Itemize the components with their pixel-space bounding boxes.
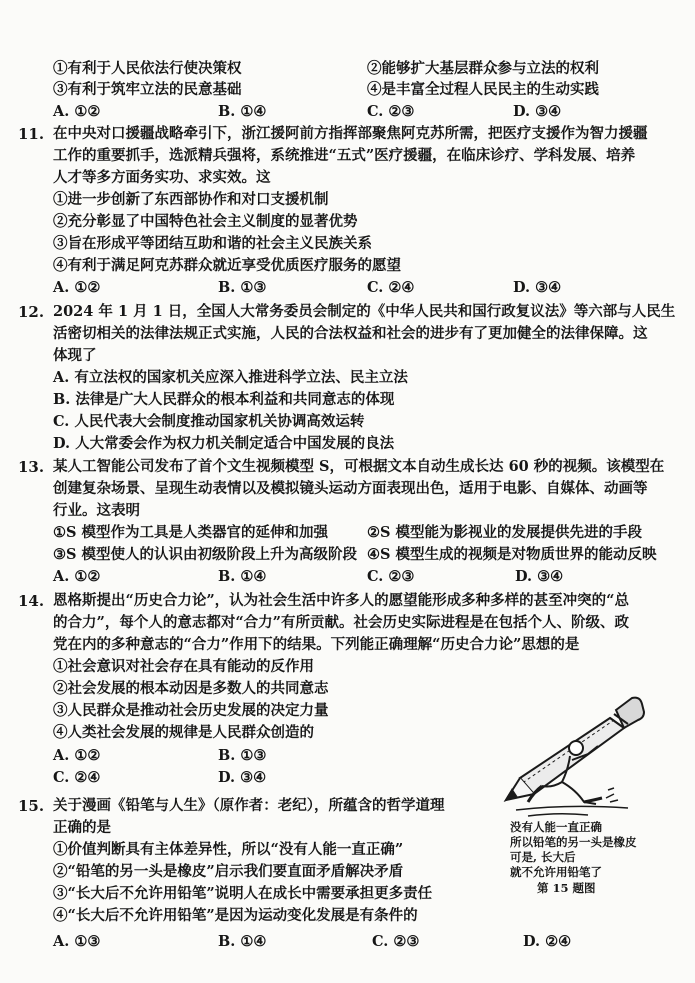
q13-option-2: ②S 模型能为影视业的发展提供先进的手段 [367,524,643,541]
q12-option-a: A. 有立法权的国家机关应深入推进科学立法、民主立法 [53,369,408,386]
q10-choice-d: D. ③④ [513,103,562,120]
q10-option-2: ②能够扩大基层群众参与立法的权利 [367,60,599,77]
q13-stem-line-2: 创建复杂场景、呈现生动表情以及模拟镜头运动方面表现出色，适用于电影、自媒体、动画等 [53,480,648,497]
q11-choice-b: B. ①③ [218,279,267,296]
figure-label: 第 15 题图 [537,881,596,895]
q13-choice-c: C. ②③ [367,568,415,585]
q10-choice-a: A. ①② [53,103,101,120]
q14-stem-line-2: 的合力”，每个人的意志都对“合力”有所贡献。社会历史实际进程是在包括个人、阶级、政 [53,614,630,631]
cartoon-caption-line-3: 可是, 长大后 [510,850,576,864]
q14-option-2: ②社会发展的根本动因是多数人的共同意志 [53,680,329,697]
q15-option-3: ③“长大后不允许用铅笔”说明人在成长中需要承担更多责任 [53,885,433,902]
q13-stem-line-1: 某人工智能公司发布了首个文生视频模型 S，可根据文本自动生成长达 60 秒的视频。该模型在 [53,458,665,475]
q14-choice-d: D. ③④ [218,769,267,786]
q13-choice-b: B. ①④ [218,568,267,585]
q11-option-3: ③旨在形成平等团结互助和谐的社会主义民族关系 [53,235,372,252]
cartoon-caption-line-2: 所以铅笔的另一头是橡皮 [510,835,637,849]
q15-stem-line-2: 正确的是 [53,819,111,836]
ground-shadow [516,806,628,816]
q12-stem-line-1: 2024 年 1 月 1 日，全国人大常务委员会制定的《中华人民共和国行政复议法》等六部与人民生 [53,303,676,320]
q12-number: 12. [18,303,45,321]
q14-choice-a: A. ①② [53,747,101,764]
q15-choice-d: D. ②④ [523,933,572,950]
pencil-cartoon-image [498,690,648,820]
q10-choice-c: C. ②③ [367,103,415,120]
q14-option-4: ④人类社会发展的规律是人民群众创造的 [53,724,314,741]
q12-option-d: D. 人大常委会作为权力机关制定适合中国发展的良法 [53,435,395,452]
q13-option-3: ③S 模型使人的认识由初级阶段上升为高级阶段 [53,546,358,563]
q11-stem-line-1: 在中央对口援疆战略牵引下，浙江援阿前方指挥部聚焦阿克苏所需，把医疗支援作为智力援疆 [53,125,648,142]
q12-option-c: C. 人民代表大会制度推动国家机关协调高效运转 [53,413,365,430]
q10-choice-b: B. ①④ [218,103,267,120]
q15-option-4: ④“长大后不允许用铅笔”是因为运动变化发展是有条件的 [53,907,418,924]
q13-stem-line-3: 行业。这表明 [53,502,140,519]
q14-number: 14. [18,592,45,610]
q14-stem-line-1: 恩格斯提出“历史合力论”，认为社会生活中许多人的愿望能形成多种多样的甚至冲突的“总 [53,592,630,609]
q14-stem-line-3: 党在内的多种意志的“合力”作用下的结果。下列能正确理解“历史合力论”思想的是 [53,636,580,653]
q13-number: 13. [18,458,45,476]
q15-choice-a: A. ①③ [53,933,101,950]
q13-choice-a: A. ①② [53,568,101,585]
q11-option-1: ①进一步创新了东西部协作和对口支援机制 [53,191,329,208]
q13-option-1: ①S 模型作为工具是人类器官的延伸和加强 [53,524,329,541]
q12-option-b: B. 法律是广大人民群众的根本利益和共同意志的体现 [53,391,395,408]
cartoon-caption-line-1: 没有人能一直正确 [510,820,602,834]
q13-choice-d: D. ③④ [515,568,564,585]
q15-choice-b: B. ①④ [218,933,267,950]
q15-option-1: ①价值判断具有主体差异性，所以“没有人能一直正确” [53,841,404,858]
q11-option-4: ④有利于满足阿克苏群众就近享受优质医疗服务的愿望 [53,257,401,274]
q10-option-4: ④是丰富全过程人民民主的生动实践 [367,81,599,98]
q14-option-3: ③人民群众是推动社会历史发展的决定力量 [53,702,329,719]
q14-choice-b: B. ①③ [218,747,267,764]
q11-stem-line-2: 工作的重要抓手，选派精兵强将，系统推进“五式”医疗援疆，在临床诊疗、学科发展、培养 [53,147,636,164]
q14-choice-c: C. ②④ [53,769,101,786]
q11-number: 11. [18,125,45,143]
q12-stem-line-2: 活密切相关的法律法规正式实施，人民的合法权益和社会的进步有了更加健全的法律保障。这 [53,325,648,342]
q15-choice-c: C. ②③ [372,933,420,950]
q15-option-2: ②“铅笔的另一头是橡皮”启示我们要直面矛盾解决矛盾 [53,863,404,880]
q11-stem-line-3: 人才等多方面务实功、求实效。这 [53,169,271,186]
q14-option-1: ①社会意识对社会存在具有能动的反作用 [53,658,314,675]
q10-option-3: ③有利于筑牢立法的民意基础 [53,81,242,98]
q13-option-4: ④S 模型生成的视频是对物质世界的能动反映 [367,546,657,563]
q10-option-1: ①有利于人民依法行使决策权 [53,60,242,77]
q15-stem-line-1: 关于漫画《铅笔与人生》（原作者：老纪），所蕴含的哲学道理 [53,797,445,814]
cartoon-caption-line-4: 就不允许用铅笔了 [510,865,602,879]
q12-stem-line-3: 体现了 [53,347,97,364]
q11-choice-a: A. ①② [53,279,101,296]
q11-choice-c: C. ②④ [367,279,415,296]
q11-option-2: ②充分彰显了中国特色社会主义制度的显著优势 [53,213,358,230]
q15-number: 15. [18,797,45,815]
q11-choice-d: D. ③④ [513,279,562,296]
